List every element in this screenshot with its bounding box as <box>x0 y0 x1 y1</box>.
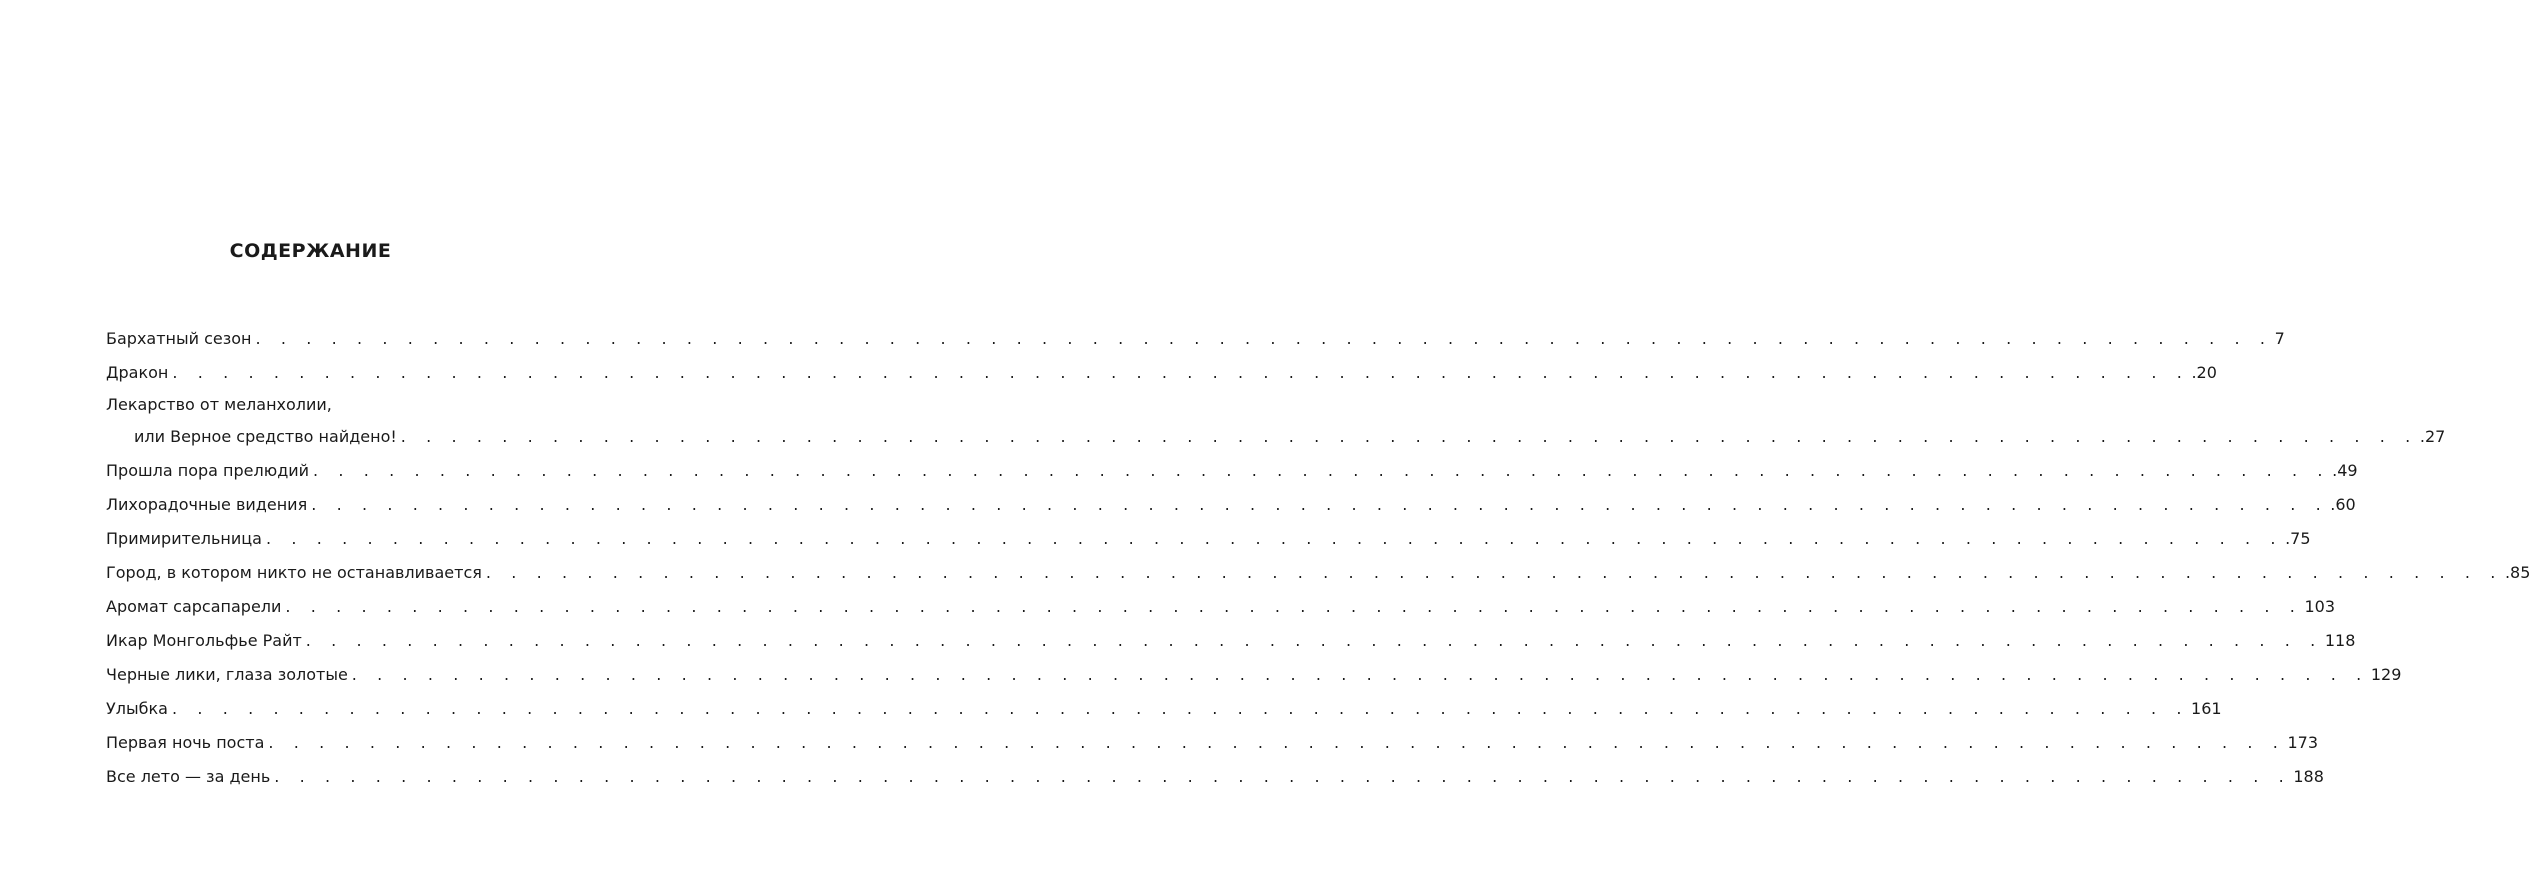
toc-page-number: .27 <box>2419 427 2446 446</box>
dot-leader: . . . . . . . . . . . . . . . . . . . . . . . . . . . . . . . . . . . . . . . . . . . . . . . . . . . . . . . . . . . . . . . . . . . . . . . . . . . . . . . . <box>313 461 2331 480</box>
dot-leader: . . . . . . . . . . . . . . . . . . . . . . . . . . . . . . . . . . . . . . . . . . . . . . . . . . . . . . . . . . . . . . . . . . . . . . . . . . . . . . . . <box>268 733 2286 752</box>
dot-leader: . . . . . . . . . . . . . . . . . . . . . . . . . . . . . . . . . . . . . . . . . . . . . . . . . . . . . . . . . . . . . . . . . . . . . . . . . . . . . . . . <box>400 427 2418 446</box>
toc-page-number: .49 <box>2332 461 2358 480</box>
toc-page-number: 7 <box>2274 329 2285 348</box>
toc-line <box>106 556 2530 590</box>
dot-leader: . . . . . . . . . . . . . . . . . . . . . . . . . . . . . . . . . . . . . . . . . . . . . . . . . . . . . . . . . . . . . . . . . . . . . . . . . . . . . . . . <box>485 563 2503 582</box>
toc-entry <box>106 624 2356 658</box>
toc-entry-title: Аромат сарсапарели <box>106 597 282 616</box>
dot-leader: . . . . . . . . . . . . . . . . . . . . . . . . . . . . . . . . . . . . . . . . . . . . . . . . . . . . . . . . . . . . . . . . . . . . . . . . . . . . . . . . <box>255 329 2273 348</box>
toc-page-number: 161 <box>2191 699 2222 718</box>
table-of-contents <box>106 322 2530 794</box>
toc-page-number: 129 <box>2370 665 2402 684</box>
dot-leader: . . . . . . . . . . . . . . . . . . . . . . . . . . . . . . . . . . . . . . . . . . . . . . . . . . . . . . . . . . . . . . . . . . . . . . . . . . . . . . . . <box>172 363 2190 382</box>
toc-entry-title: или Верное средство найдено! <box>134 427 397 446</box>
toc-entry <box>106 692 2222 726</box>
dot-leader: . . . . . . . . . . . . . . . . . . . . . . . . . . . . . . . . . . . . . . . . . . . . . . . . . . . . . . . . . . . . . . . . . . . . . . . . . . . . . . . . <box>265 529 2284 548</box>
toc-line <box>106 624 2356 658</box>
page-title: СОДЕРЖАНИЕ <box>229 240 392 262</box>
dot-leader: . . . . . . . . . . . . . . . . . . . . . . . . . . . . . . . . . . . . . . . . . . . . . . . . . . . . . . . . . . . . . . . . . . . . . . . . . . . . . . . . <box>285 597 2303 616</box>
toc-line <box>106 658 2402 692</box>
toc-page-number: 118 <box>2324 631 2356 650</box>
toc-entry <box>106 726 2318 760</box>
toc-line <box>106 390 549 420</box>
dot-leader: . . . . . . . . . . . . . . . . . . . . . . . . . . . . . . . . . . . . . . . . . . . . . . . . . . . . . . . . . . . . . . . . . . . . . . . . . . . . . . . . <box>274 767 2292 786</box>
dot-leader: . . . . . . . . . . . . . . . . . . . . . . . . . . . . . . . . . . . . . . . . . . . . . . . . . . . . . . . . . . . . . . . . . . . . . . . . . . . . . . . . <box>351 665 2369 684</box>
toc-line <box>106 356 2217 390</box>
dot-leader: . . . . . . . . . . . . . . . . . . . . . . . . . . . . . . . . . . . . . . . . . . . . . . . . . . . . . . . . . . . . . . . . . . . . . . . . . . . . . . . . <box>311 495 2329 514</box>
toc-line <box>106 726 2318 760</box>
toc-page-number: .20 <box>2191 363 2217 382</box>
toc-entry-title: Первая ночь поста <box>106 733 265 752</box>
toc-entry <box>106 488 2356 522</box>
toc-entry-title: Прошла пора прелюдий <box>106 461 310 480</box>
toc-entry <box>106 556 2530 590</box>
toc-entry-title: Улыбка <box>106 699 168 718</box>
toc-line <box>106 590 2336 624</box>
toc-line <box>106 760 2324 794</box>
toc-entry-title: Дракон <box>106 363 169 382</box>
toc-entry <box>106 390 2446 454</box>
toc-page-number: .85 <box>2504 563 2530 582</box>
toc-entry <box>106 356 2217 390</box>
toc-line <box>106 420 2446 454</box>
toc-line <box>106 488 2356 522</box>
toc-page-number: 173 <box>2287 733 2318 752</box>
dot-leader: . . . . . . . . . . . . . . . . . . . . . . . . . . . . . . . . . . . . . . . . . . . . . . . . . . . . . . . . . . . . . . . . . . . . . . . . . . . . . . . . <box>171 699 2190 718</box>
toc-page-number: 103 <box>2304 597 2336 616</box>
toc-entry-title: Город, в котором никто не останавливается <box>106 563 482 582</box>
toc-entry-title: Примирительница <box>106 529 262 548</box>
toc-entry-title: Бархатный сезон <box>106 329 252 348</box>
toc-entry-title: Черные лики, глаза золотые <box>106 665 348 684</box>
toc-entry <box>106 590 2336 624</box>
toc-line <box>106 692 2222 726</box>
toc-entry <box>106 522 2311 556</box>
toc-page-number: .75 <box>2285 529 2311 548</box>
toc-page-number: 188 <box>2293 767 2324 786</box>
toc-line <box>106 322 2285 356</box>
toc-entry-title: Лихорадочные видения <box>106 495 308 514</box>
toc-line <box>106 454 2358 488</box>
toc-entry <box>106 760 2324 794</box>
toc-entry-title: Все лето — за день <box>106 767 271 786</box>
toc-entry-title: Лекарство от меланхолии, <box>106 395 332 414</box>
toc-page-number: .60 <box>2330 495 2356 514</box>
toc-entry-title: Икар Монгольфье Райт <box>106 631 302 650</box>
toc-line <box>106 522 2311 556</box>
toc-entry <box>106 322 2285 356</box>
dot-leader: . . . . . . . . . . . . . . . . . . . . . . . . . . . . . . . . . . . . . . . . . . . . . . . . . . . . . . . . . . . . . . . . . . . . . . . . . . . . . . . . <box>305 631 2323 650</box>
toc-entry <box>106 658 2402 692</box>
toc-entry <box>106 454 2358 488</box>
